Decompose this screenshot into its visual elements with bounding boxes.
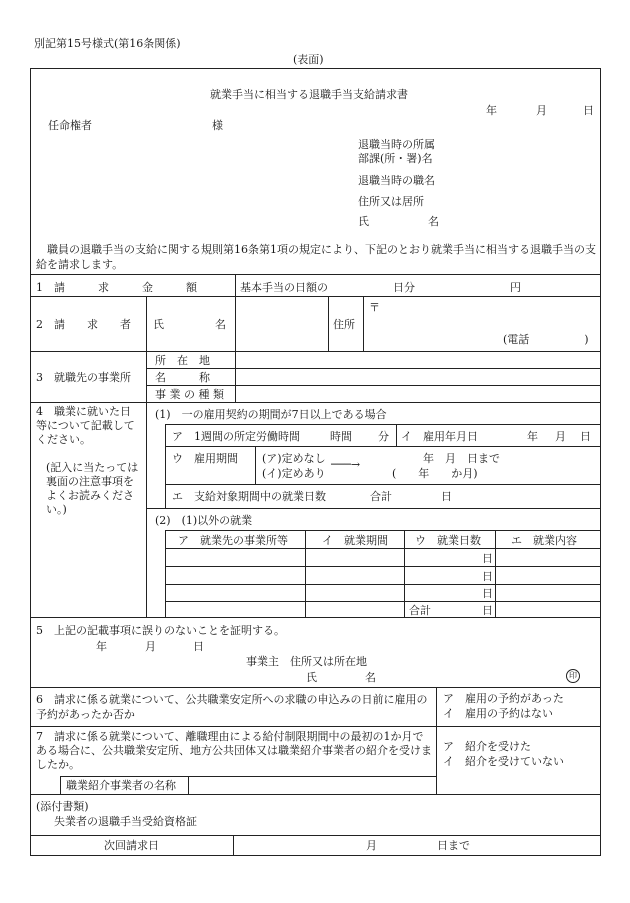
s2-address: 住所 bbox=[333, 318, 355, 331]
s4-label: 4 職業に就いた日等について記載してください。 bbox=[36, 405, 135, 446]
next-label: 次回請求日 bbox=[104, 839, 159, 852]
attach-item: 失業者の退職手当受給資格証 bbox=[54, 815, 197, 828]
s4-p1: (1) 一の雇用契約の期間が7日以上である場合 bbox=[155, 408, 387, 421]
s3-location: 所 在 地 bbox=[155, 354, 210, 367]
s4-e-label: エ 支給対象期間中の就業日数 bbox=[172, 490, 326, 503]
addressee-label: 任命権者 bbox=[48, 119, 92, 132]
date-year: 年 bbox=[486, 104, 497, 117]
applicant-name-b: 名 bbox=[428, 215, 439, 228]
s4-col-period: イ 就業期間 bbox=[322, 534, 388, 547]
s5-day: 日 bbox=[193, 640, 204, 653]
s7-option-a: ア 紹介を受けた bbox=[443, 740, 531, 753]
s3-name: 名 称 bbox=[155, 371, 210, 384]
applicant-address: 住所又は居所 bbox=[358, 195, 424, 208]
next-until: 日まで bbox=[437, 839, 470, 852]
s4-row1-days: 日 bbox=[482, 552, 493, 565]
s1-label: 1 請 求 金 額 bbox=[36, 281, 197, 294]
s4-col-days: ウ 就業日数 bbox=[415, 534, 481, 547]
s5-name-b: 名 bbox=[365, 671, 376, 684]
s5-name-a: 氏 bbox=[306, 671, 317, 684]
s4-i-year: 年 bbox=[527, 430, 538, 443]
applicant-name-a: 氏 bbox=[358, 215, 369, 228]
s4-u-until: 年 月 日まで bbox=[423, 452, 500, 465]
date-month: 月 bbox=[536, 104, 547, 117]
s4-a-label: ア 1週間の所定労働時間 bbox=[172, 430, 300, 443]
addressee-honorific: 様 bbox=[212, 119, 223, 132]
s2-phone: (電話 ) bbox=[503, 333, 589, 346]
s1-basic: 基本手当の日額の bbox=[240, 281, 328, 294]
s4-row3-days: 日 bbox=[482, 587, 493, 600]
s3-type: 事 業 の 種 類 bbox=[155, 388, 224, 401]
s5-year: 年 bbox=[96, 640, 107, 653]
s4-row2-days: 日 bbox=[482, 570, 493, 583]
s4-a-hours: 時間 bbox=[330, 430, 352, 443]
s4-e-day: 日 bbox=[441, 490, 452, 503]
form-side: (表面) bbox=[293, 53, 324, 66]
s4-u-none: (ア)定めなし bbox=[262, 452, 326, 465]
s2-label: 2 請 求 者 bbox=[36, 318, 131, 331]
s4-i-day: 日 bbox=[580, 430, 591, 443]
next-month: 月 bbox=[366, 839, 377, 852]
intro-text: 職員の退職手当の支給に関する規則第16条第1項の規定により、下記のとおり就業手当に相当する退職手当の支給を請求します。 bbox=[36, 243, 596, 271]
s4-u-paren: ( 年 か月) bbox=[392, 467, 478, 480]
s7-label: 7 請求に係る就業について、離職理由による給付制限期間中の最初の1か月である場合に、公共職業安定所、地方公共団体又は職業紹介事業者の紹介を受けましたか。 bbox=[36, 730, 432, 771]
form-number: 別記第15号様式(第16条関係) bbox=[34, 37, 181, 50]
s4-u-arrow: ───→ bbox=[331, 458, 361, 471]
s3-label: 3 就職先の事業所 bbox=[36, 371, 131, 384]
attach-label: (添付書類) bbox=[36, 800, 89, 813]
s2-name-b: 名 bbox=[215, 318, 226, 331]
applicant-position: 退職当時の職名 bbox=[358, 174, 435, 187]
s7-option-i: イ 紹介を受けていない bbox=[443, 755, 564, 768]
applicant-dept-line2: 部課(所・署)名 bbox=[358, 152, 433, 165]
s4-row4-days: 日 bbox=[482, 604, 493, 617]
s4-i-label: イ 雇用年月日 bbox=[401, 430, 478, 443]
s6-label: 6 請求に係る就業について、公共職業安定所への求職の申込みの日前に雇用の予約があったか否か bbox=[36, 693, 428, 721]
s5-month: 月 bbox=[145, 640, 156, 653]
s6-option-a: ア 雇用の予約があった bbox=[443, 692, 564, 705]
s1-days: 日分 bbox=[393, 281, 415, 294]
s1-yen: 円 bbox=[510, 281, 521, 294]
s2-name-a: 氏 bbox=[153, 318, 164, 331]
s7-agency-label: 職業紹介事業者の名称 bbox=[66, 779, 176, 792]
date-day: 日 bbox=[583, 104, 594, 117]
s4-note: (記入に当たっては裏面の注意事項をよくお読みください。) bbox=[46, 461, 139, 516]
s4-e-total: 合計 bbox=[370, 490, 392, 503]
s4-row4-total: 合計 bbox=[409, 604, 431, 617]
s4-a-min: 分 bbox=[378, 430, 389, 443]
s4-col-content: エ 就業内容 bbox=[511, 534, 577, 547]
s4-u-some: (イ)定めあり bbox=[262, 467, 326, 480]
s5-label: 5 上記の記載事項に誤りのないことを証明する。 bbox=[36, 624, 285, 637]
s5-employer: 事業主 住所又は所在地 bbox=[246, 655, 367, 668]
s4-col-workplace: ア 就業先の事業所等 bbox=[178, 534, 288, 547]
applicant-dept-line1: 退職当時の所属 bbox=[358, 138, 435, 151]
s4-p2: (2) (1)以外の就業 bbox=[155, 514, 253, 527]
seal-mark: 印 bbox=[566, 669, 580, 683]
s4-i-month: 月 bbox=[555, 430, 566, 443]
s6-option-i: イ 雇用の予約はない bbox=[443, 707, 553, 720]
s4-u-label: ウ 雇用期間 bbox=[172, 452, 238, 465]
s2-postal: 〒 bbox=[369, 301, 380, 314]
form-title: 就業手当に相当する退職手当支給請求書 bbox=[210, 88, 408, 101]
